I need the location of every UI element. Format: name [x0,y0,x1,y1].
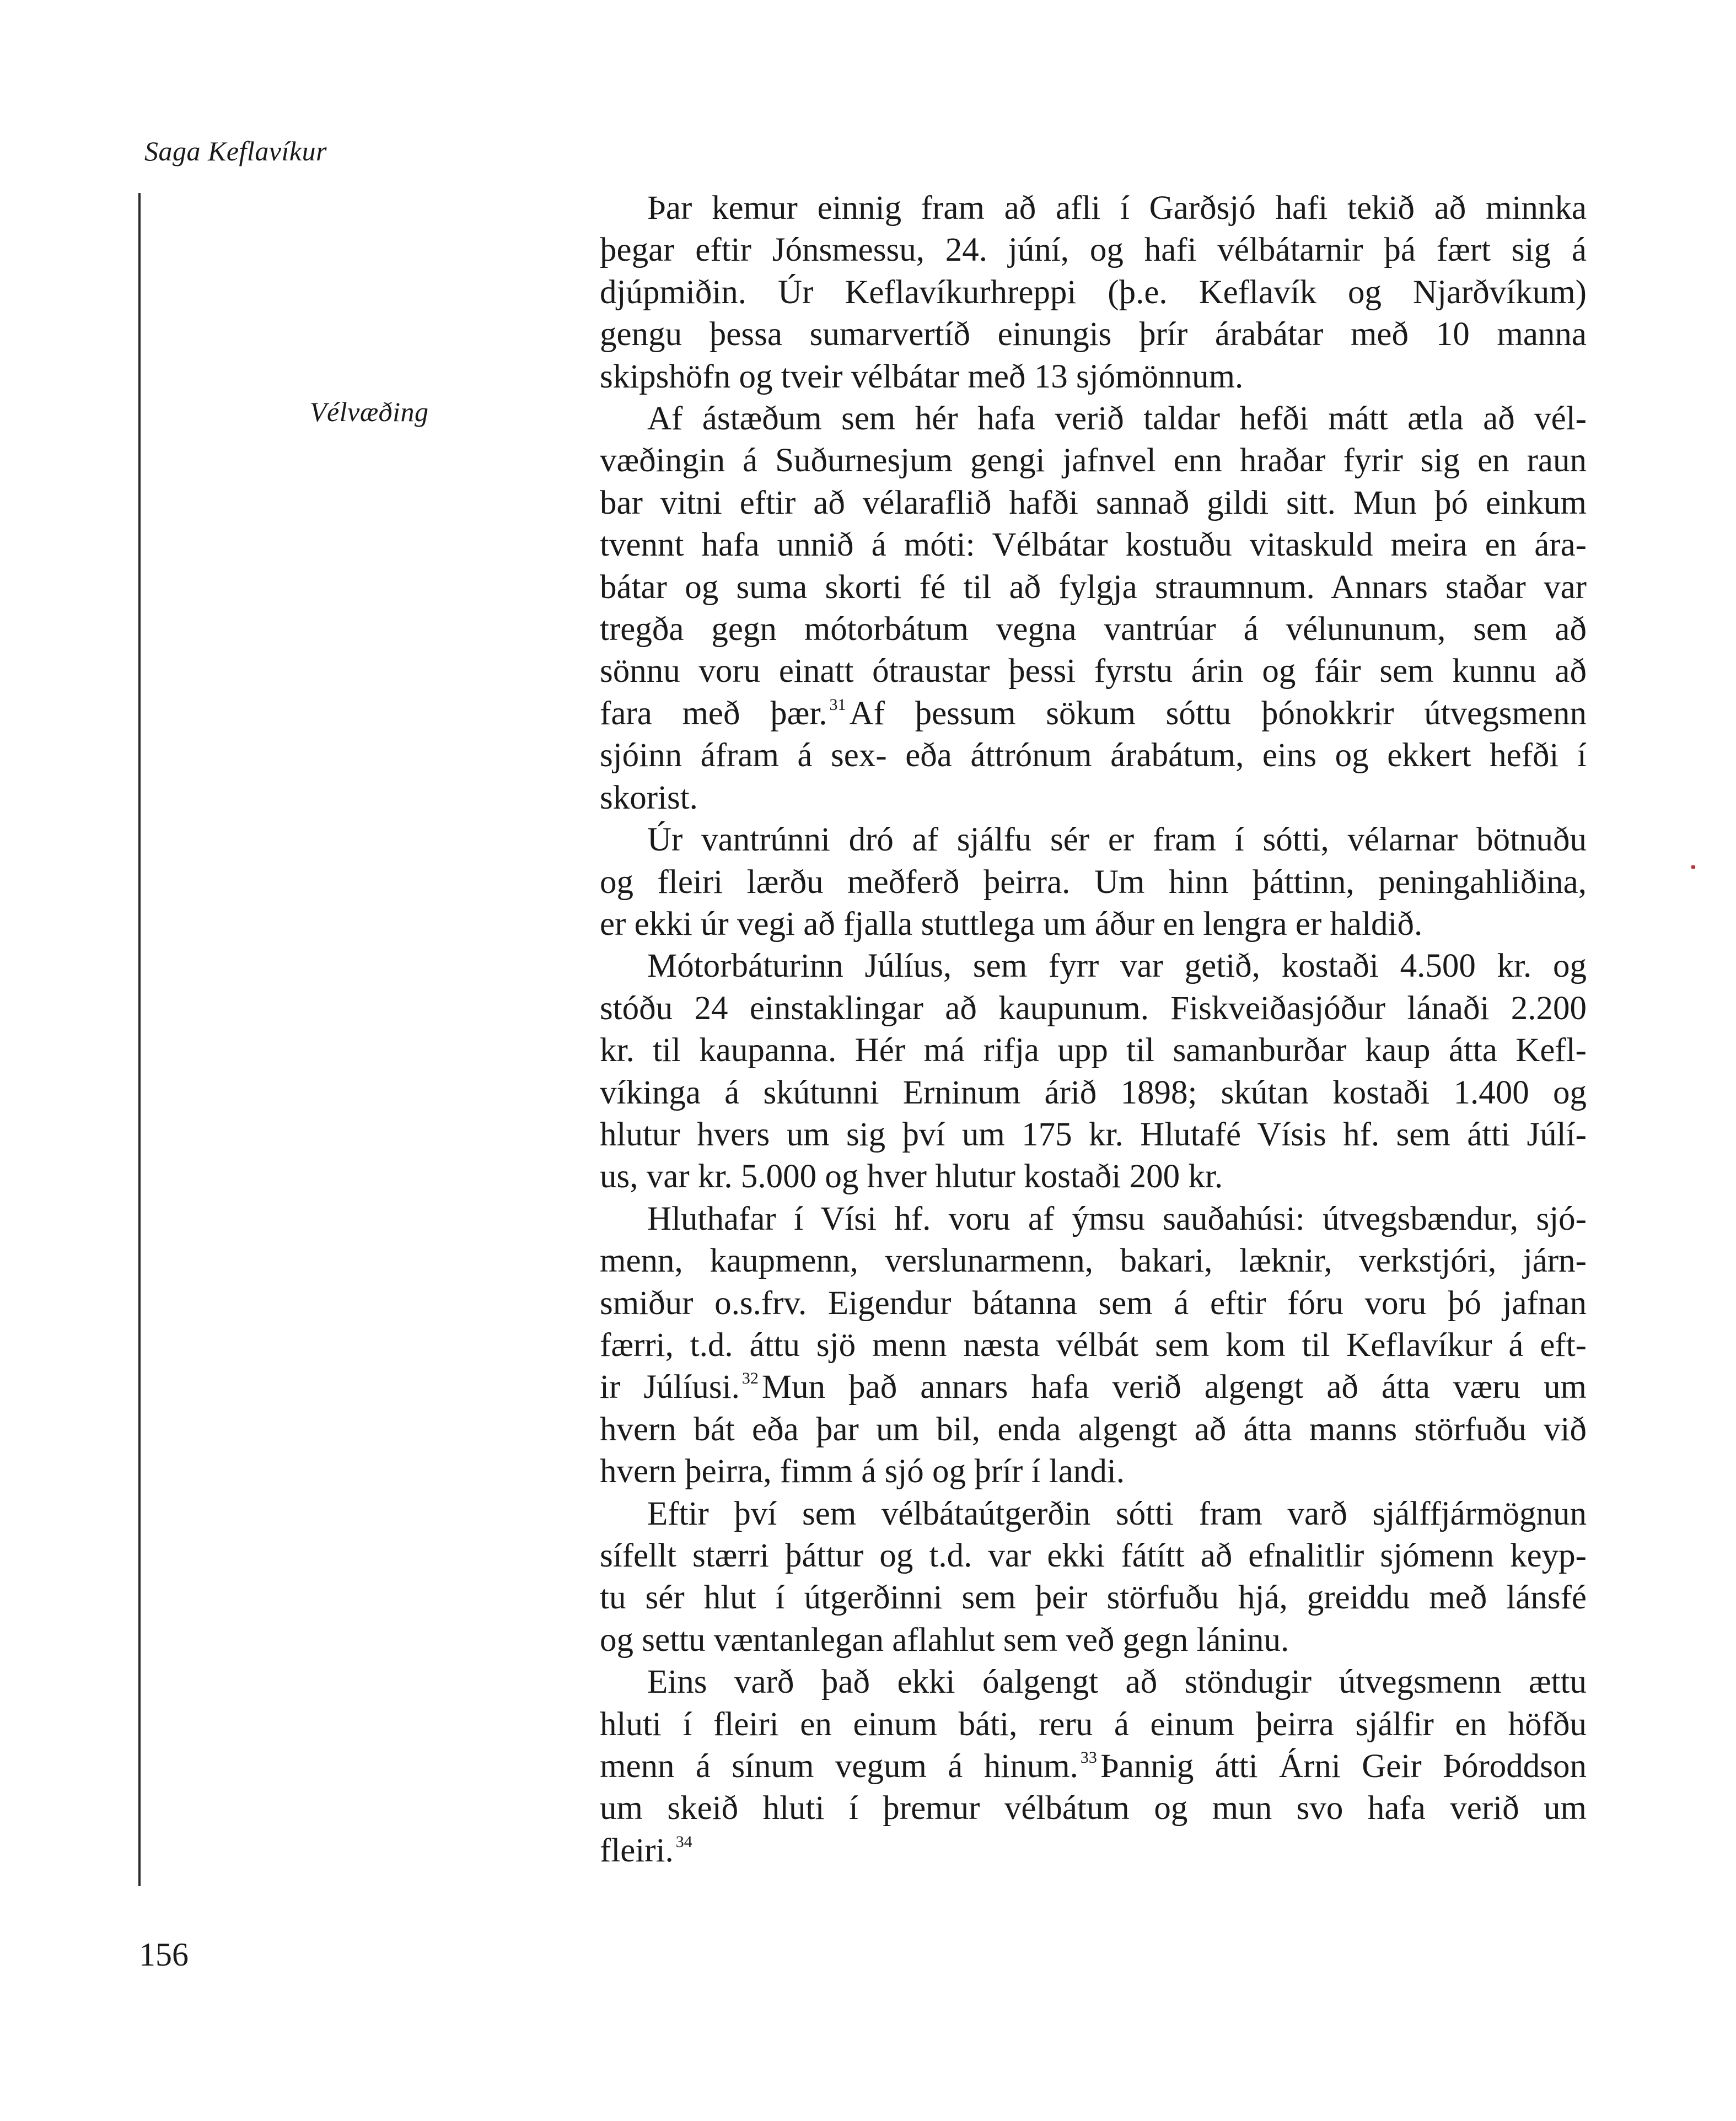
text-line: sífellt stærri þáttur og t.d. var ekki fátítt að efnalitlir sjómenn keyp- [600,1537,1587,1574]
text-line: færri, t.d. áttu sjö menn næsta vélbát sem kom til Keflavíkur á eft- [600,1326,1587,1364]
text-line: Mótorbáturinn Júlíus, sem fyrr var getið, kostaði 4.500 kr. og [647,948,1587,985]
footnote-ref: 33 [1080,1748,1097,1767]
text-line: Hluthafar í Vísi hf. voru af ýmsu sauðahúsi: útvegsbændur, sjó- [647,1200,1587,1237]
text-fragment: ir Júlíusi. [600,1369,740,1406]
text-line: bátar og suma skorti fé til að fylgja straumnum. Annars staðar var [600,568,1587,606]
text-line [600,1746,1587,1788]
text-line: og fleiri lærðu meðferð þeirra. Um hinn þáttinn, peningahliðina, [600,863,1587,901]
text-line: og settu væntanlegan aflahlut sem veð gegn láninu. [600,1621,1289,1659]
paragraph [600,398,1587,819]
footnote-ref: 31 [829,695,846,714]
text-line: hlutur hvers um sig því um 175 kr. Hlutafé Vísis hf. sem átti Júlí- [600,1116,1587,1153]
text-line: Eftir því sem vélbátaútgerðin sótti fram varð sjálffjármögnun [647,1495,1587,1532]
text-line: hvern þeirra, fimm á sjó og þrír í landi. [600,1453,1125,1490]
text-line: sjóinn áfram á sex- eða áttrónum árabátum, eins og ekkert hefði í [600,737,1587,774]
marginal-note: Vélvæðing [310,396,429,427]
paragraph [600,1493,1587,1662]
paragraph [600,1661,1587,1872]
paragraph [600,187,1587,398]
margin-rule [138,193,141,1886]
text-line: kr. til kaupanna. Hér má rifja upp til samanburðar kaup átta Kefl- [600,1032,1587,1069]
text-fragment: Af þessum sökum sóttu þónokkrir útvegsmenn [849,695,1587,732]
text-line: menn, kaupmenn, verslunarmenn, bakari, læknir, verkstjóri, járn- [600,1242,1587,1280]
text-line: hluti í fleiri en einum báti, reru á einum þeirra sjálfir en höfðu [600,1705,1587,1743]
text-line: hvern bát eða þar um bil, enda algengt að átta manns störfuðu við [600,1411,1587,1448]
text-line: Þar kemur einnig fram að afli í Garðsjó hafi tekið að minnka [647,190,1587,227]
footnote-ref: 32 [741,1369,759,1388]
text-fragment: menn á sínum vegum á hinum. [600,1748,1078,1785]
text-line: tu sér hlut í útgerðinni sem þeir störfuðu hjá, greiddu með lánsfé [600,1579,1587,1617]
text-line: víkinga á skútunni Erninum árið 1898; skútan kostaði 1.400 og [600,1074,1587,1111]
paragraph [600,945,1587,1198]
page-number: 156 [139,1936,189,1973]
text-line: tvennt hafa unnið á móti: Vélbátar kostuðu vitaskuld meira en ára- [600,526,1587,564]
text-line: tregða gegn mótorbátum vegna vantrúar á vélununum, sem að [600,611,1587,648]
text-line: us, var kr. 5.000 og hver hlutur kostaði 200 kr. [600,1158,1223,1196]
text-line: smiður o.s.frv. Eigendur bátanna sem á eftir fóru voru þó jafnan [600,1284,1587,1322]
scan-speck [1691,865,1695,869]
text-line: stóðu 24 einstaklingar að kaupunum. Fiskveiðasjóður lánaði 2.200 [600,989,1587,1027]
text-line: er ekki úr vegi að fjalla stuttlega um áður en lengra er haldið. [600,905,1423,943]
text-line: bar vitni eftir að vélaraflið hafði sannað gildi sitt. Mun þó einkum [600,484,1587,521]
text-fragment: Mun það annars hafa verið algengt að átta væru um [761,1369,1587,1406]
paragraph [600,1198,1587,1493]
text-line: væðingin á Suðurnesjum gengi jafnvel enn hraðar fyrir sig en raun [600,442,1587,480]
text-line: Af ástæðum sem hér hafa verið taldar hefði mátt ætla að vél- [647,400,1587,438]
text-line: Úr vantrúnni dró af sjálfu sér er fram í sótti, vélarnar bötnuðu [647,821,1587,859]
footnote-ref: 34 [675,1832,692,1851]
text-line: skorist. [600,779,698,816]
text-fragment: fara með þær. [600,695,827,732]
paragraph [600,819,1587,945]
text-line: um skeið hluti í þremur vélbátum og mun svo hafa verið um [600,1790,1587,1827]
text-fragment: fleiri. [600,1832,674,1869]
text-line: skipshöfn og tveir vélbátar með 13 sjómönnum. [600,358,1244,395]
text-line: þegar eftir Jónsmessu, 24. júní, og hafi vélbátarnir þá fært sig á [600,232,1587,269]
text-line [600,1830,1587,1872]
text-line [600,693,1587,735]
body-text [600,187,1587,1872]
text-fragment: Þannig átti Árni Geir Þóroddson [1100,1748,1587,1785]
text-line: sönnu voru einatt ótraustar þessi fyrstu árin og fáir sem kunnu að [600,653,1587,690]
text-line: djúpmiðin. Úr Keflavíkurhreppi (þ.e. Keflavík og Njarðvíkum) [600,273,1587,311]
text-line: Eins varð það ekki óalgengt að stöndugir útvegsmenn ættu [647,1664,1587,1701]
text-line [600,1366,1587,1408]
running-head: Saga Keflavíkur [144,136,327,166]
text-line: gengu þessa sumarvertíð einungis þrír árabátar með 10 manna [600,316,1587,353]
